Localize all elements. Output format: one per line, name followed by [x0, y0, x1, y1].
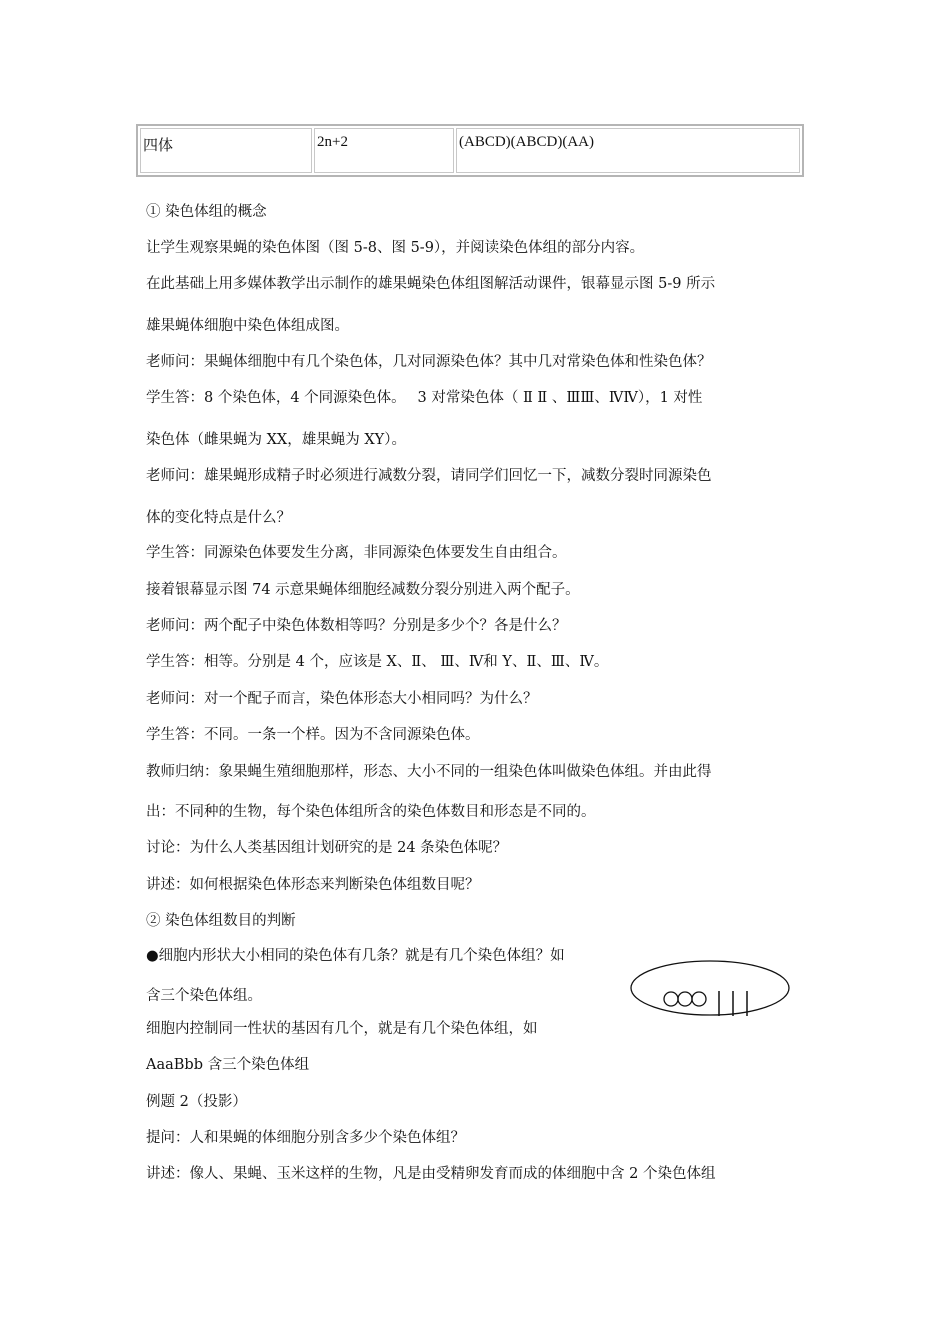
paragraph-line: 老师问：果蝇体细胞中有几个染色体，几对同源染色体？其中几对常染色体和性染色体？: [146, 354, 712, 370]
round-chromosome: [678, 992, 692, 1006]
section-heading: ② 染色体组数目的判断: [146, 913, 296, 929]
paragraph-line: 体的变化特点是什么？: [146, 510, 291, 526]
paragraph-line: 含三个染色体组。: [146, 988, 262, 1004]
cell-chromosome-diagram: [630, 960, 794, 1040]
round-chromosome: [664, 992, 678, 1006]
paragraph-line: 在此基础上用多媒体教学出示制作的雄果蝇染色体组图解活动课件，银幕显示图 5-9 所示: [146, 276, 716, 292]
paragraph-line: 讲述：如何根据染色体形态来判断染色体组数目呢？: [146, 877, 480, 893]
paragraph-line: 讨论：为什么人类基因组计划研究的是 24 条染色体呢？: [146, 840, 508, 856]
cell-outline: [631, 961, 789, 1015]
paragraph-line: 出：不同种的生物，每个染色体组所含的染色体数目和形态是不同的。: [146, 804, 596, 820]
paragraph-line: 让学生观察果蝇的染色体图（图 5-8、图 5-9），并阅读染色体组的部分内容。: [146, 240, 645, 256]
table-row: [140, 128, 800, 173]
table-cell: 四体: [140, 128, 312, 173]
paragraph-line: 学生答：同源染色体要发生分离，非同源染色体要发生自由组合。: [146, 545, 567, 561]
table-cell: 2n+2: [314, 128, 454, 173]
paragraph-line: 老师问：对一个配子而言，染色体形态大小相同吗？为什么？: [146, 691, 538, 707]
paragraph-line: 接着银幕显示图 74 示意果蝇体细胞经减数分裂分别进入两个配子。: [146, 582, 580, 598]
paragraph-line: 学生答：不同。一条一个样。因为不含同源染色体。: [146, 727, 480, 743]
section-heading: ① 染色体组的概念: [146, 204, 267, 220]
paragraph-line: 教师归纳：象果蝇生殖细胞那样，形态、大小不同的一组染色体叫做染色体组。并由此得: [146, 764, 712, 780]
round-chromosome: [692, 992, 706, 1006]
paragraph-line: AaaBbb 含三个染色体组: [146, 1057, 310, 1073]
paragraph-line: 讲述：像人、果蝇、玉米这样的生物，凡是由受精卵发育而成的体细胞中含 2 个染色体组: [146, 1166, 716, 1182]
paragraph-line: 雄果蝇体细胞中染色体组成图。: [146, 318, 349, 334]
paragraph-line: 学生答：相等。分别是 4 个，应该是 X、Ⅱ、 Ⅲ、Ⅳ和 Y、Ⅱ、Ⅲ、Ⅳ。: [146, 654, 609, 670]
paragraph-line: 老师问：雄果蝇形成精子时必须进行减数分裂，请同学们回忆一下，减数分裂时同源染色: [146, 468, 712, 484]
paragraph-line: 学生答：8 个染色体，4 个同源染色体。 3 对常染色体（ Ⅱ Ⅱ 、ⅢⅢ、ⅣⅣ），1 对性: [146, 390, 703, 406]
paragraph-line: 老师问：两个配子中染色体数相等吗？分别是多少个？各是什么？: [146, 618, 567, 634]
paragraph-line: 细胞内控制同一性状的基因有几个，就是有几个染色体组，如: [146, 1021, 538, 1037]
paragraph-line: 提问：人和果蝇的体细胞分别含多少个染色体组？: [146, 1130, 465, 1146]
ploidy-table: [136, 124, 804, 177]
paragraph-line: ●细胞内形状大小相同的染色体有几条？就是有几个染色体组？如: [146, 948, 565, 964]
paragraph-line: 染色体（雌果蝇为 XX，雄果蝇为 XY）。: [146, 432, 407, 448]
paragraph-line: 例题 2（投影）: [146, 1094, 247, 1110]
table-cell: (ABCD)(ABCD)(AA): [456, 128, 800, 173]
